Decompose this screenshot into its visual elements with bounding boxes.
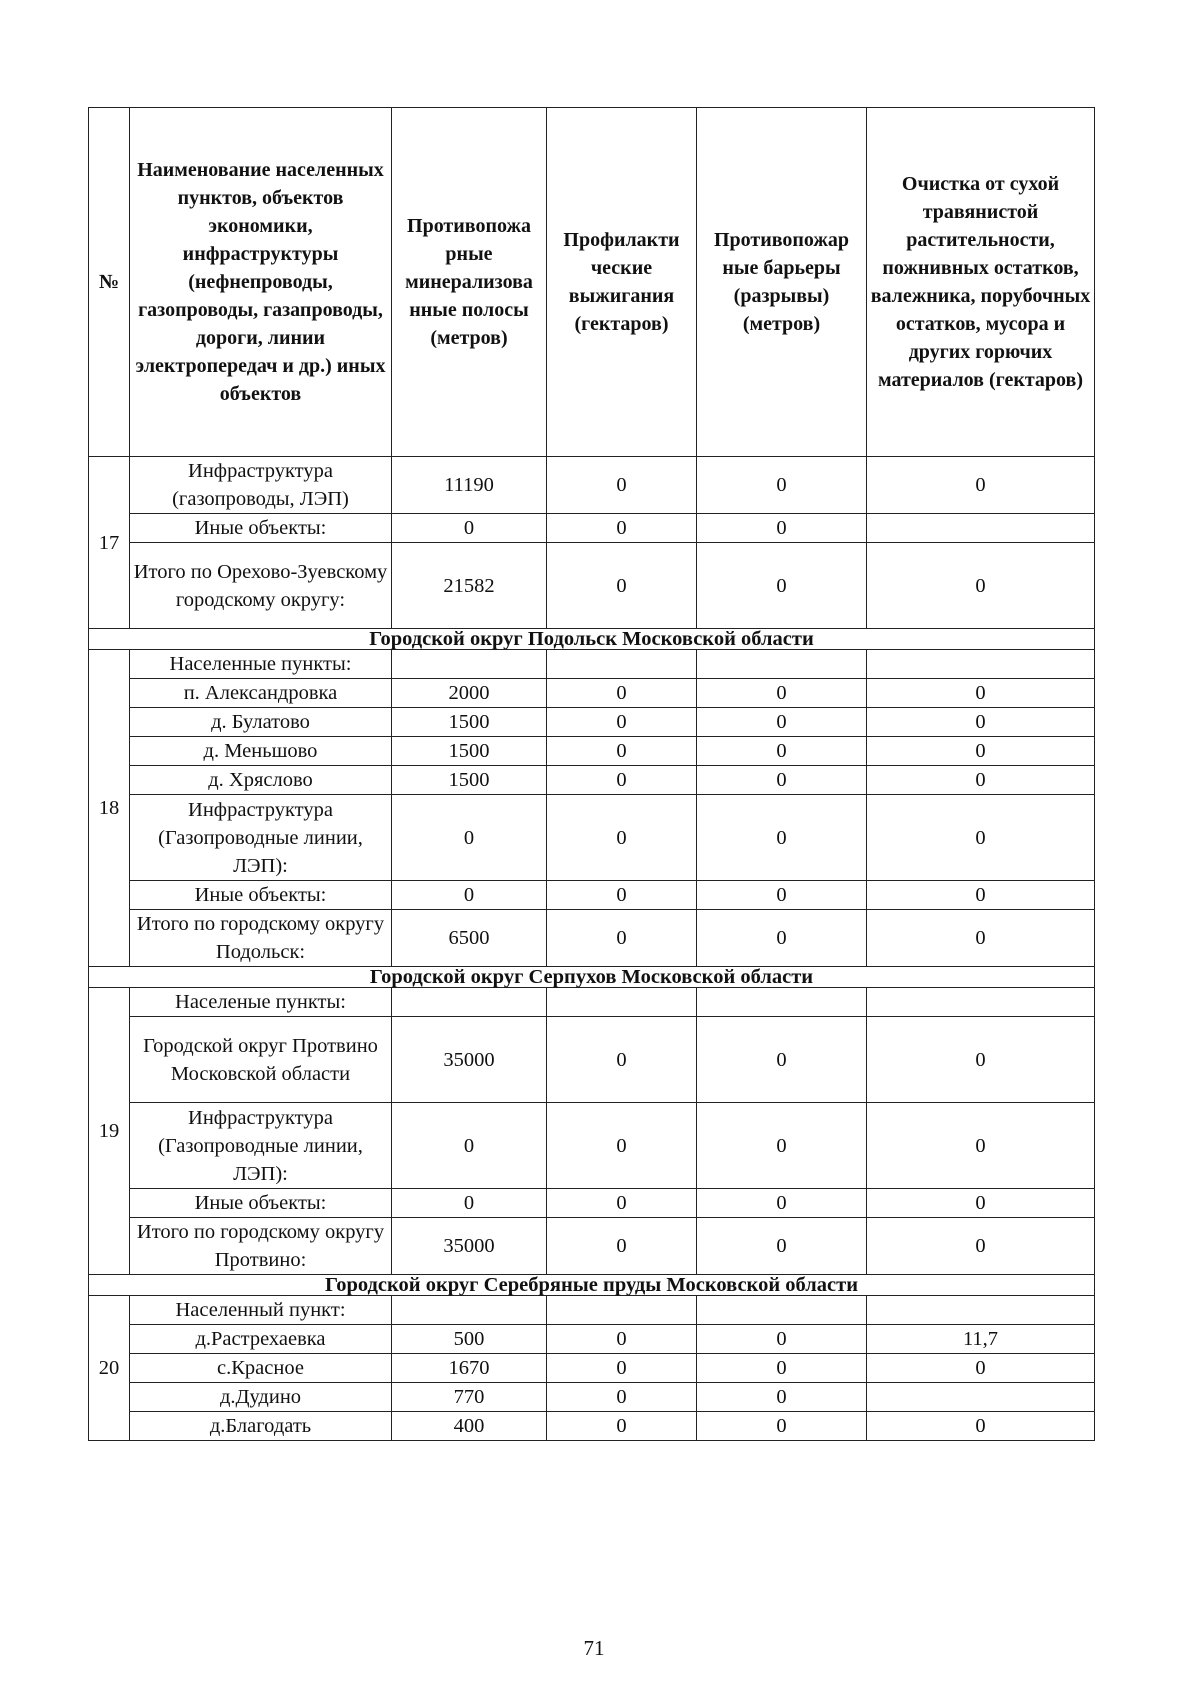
- barriers-value: 0: [697, 1189, 867, 1218]
- burning-value: 0: [547, 881, 697, 910]
- burning-value: 0: [547, 1354, 697, 1383]
- cleaning-value: 0: [867, 737, 1095, 766]
- header-fire-barriers: Противопожар ные барьеры (разрывы) (метров): [697, 108, 867, 457]
- barriers-value: 0: [697, 1103, 867, 1189]
- section-title-row: [89, 629, 1095, 650]
- page-number: 71: [583, 1636, 605, 1660]
- header-mineralized-strips: Противопожа рные минерализова нные полосы (метров): [392, 108, 547, 457]
- object-name: Населенные пункты:: [130, 650, 392, 679]
- cleaning-value: [867, 1383, 1095, 1412]
- object-name: Населеные пункты:: [130, 988, 392, 1017]
- object-name: д.Дудино: [130, 1383, 392, 1412]
- section-title-row: [89, 967, 1095, 988]
- barriers-value: 0: [697, 737, 867, 766]
- table-row: [89, 1189, 1095, 1218]
- barriers-value: 0: [697, 543, 867, 629]
- header-object-name: Наименование населенных пунктов, объектов экономики, инфраструктуры (нефнепроводы, газопроводы, газапроводы, дороги, линии электропередач и др.) иных объектов: [130, 108, 392, 457]
- table-row: [89, 1296, 1095, 1325]
- table-row: [89, 543, 1095, 629]
- strips-value: 0: [392, 881, 547, 910]
- object-name: д. Меньшово: [130, 737, 392, 766]
- row-number: 17: [89, 457, 130, 629]
- table-row: [89, 988, 1095, 1017]
- strips-value: 0: [392, 514, 547, 543]
- strips-value: 21582: [392, 543, 547, 629]
- burning-value: 0: [547, 679, 697, 708]
- header-row: [89, 108, 1095, 457]
- barriers-value: 0: [697, 514, 867, 543]
- object-name: д. Хряслово: [130, 766, 392, 795]
- table-row: [89, 514, 1095, 543]
- cleaning-value: 0: [867, 457, 1095, 514]
- cleaning-value: 0: [867, 1189, 1095, 1218]
- burning-value: 0: [547, 1412, 697, 1441]
- cleaning-value: 0: [867, 881, 1095, 910]
- object-name: с.Красное: [130, 1354, 392, 1383]
- table-row: [89, 1412, 1095, 1441]
- cleaning-value: 0: [867, 1354, 1095, 1383]
- table-row: [89, 881, 1095, 910]
- object-name: д.Растрехаевка: [130, 1325, 392, 1354]
- barriers-value: 0: [697, 1383, 867, 1412]
- object-name: Итого по городскому округу Протвино:: [130, 1218, 392, 1275]
- object-name: Иные объекты:: [130, 881, 392, 910]
- burning-value: 0: [547, 1325, 697, 1354]
- burning-value: 0: [547, 1017, 697, 1103]
- cleaning-value: 0: [867, 766, 1095, 795]
- barriers-value: [697, 988, 867, 1017]
- table-body: [89, 457, 1095, 1441]
- barriers-value: 0: [697, 679, 867, 708]
- section-title: Городской округ Подольск Московской области: [89, 629, 1095, 650]
- object-name: Населенный пункт:: [130, 1296, 392, 1325]
- strips-value: 1500: [392, 737, 547, 766]
- object-name: п. Александровка: [130, 679, 392, 708]
- object-name: Итого по Орехово-Зуевскому городскому округу:: [130, 543, 392, 629]
- strips-value: 0: [392, 795, 547, 881]
- object-name: д. Булатово: [130, 708, 392, 737]
- strips-value: 2000: [392, 679, 547, 708]
- burning-value: 0: [547, 457, 697, 514]
- cleaning-value: 0: [867, 1017, 1095, 1103]
- table-row: [89, 1325, 1095, 1354]
- cleaning-value: 0: [867, 679, 1095, 708]
- fire-prevention-table: [88, 107, 1095, 1441]
- cleaning-value: [867, 988, 1095, 1017]
- section-title-row: [89, 1275, 1095, 1296]
- burning-value: 0: [547, 766, 697, 795]
- table-row: [89, 457, 1095, 514]
- header-vegetation-cleaning: Очистка от сухой травянистой растительности, пожнивных остатков, валежника, порубочных остатков, мусора и других горючих материалов (гектаров): [867, 108, 1095, 457]
- cleaning-value: 0: [867, 1412, 1095, 1441]
- object-name: Инфраструктура (газопроводы, ЛЭП): [130, 457, 392, 514]
- barriers-value: 0: [697, 1354, 867, 1383]
- strips-value: 500: [392, 1325, 547, 1354]
- barriers-value: 0: [697, 766, 867, 795]
- table-row: [89, 795, 1095, 881]
- header-number: №: [89, 108, 130, 457]
- table-row: [89, 708, 1095, 737]
- strips-value: 770: [392, 1383, 547, 1412]
- cleaning-value: 11,7: [867, 1325, 1095, 1354]
- table-row: [89, 1354, 1095, 1383]
- barriers-value: [697, 1296, 867, 1325]
- barriers-value: 0: [697, 881, 867, 910]
- cleaning-value: 0: [867, 708, 1095, 737]
- barriers-value: 0: [697, 1325, 867, 1354]
- table-row: [89, 737, 1095, 766]
- burning-value: 0: [547, 514, 697, 543]
- object-name: д.Благодать: [130, 1412, 392, 1441]
- table-row: [89, 1383, 1095, 1412]
- burning-value: 0: [547, 1218, 697, 1275]
- burning-value: 0: [547, 1103, 697, 1189]
- table-row: [89, 650, 1095, 679]
- cleaning-value: [867, 1296, 1095, 1325]
- cleaning-value: 0: [867, 1218, 1095, 1275]
- cleaning-value: [867, 650, 1095, 679]
- barriers-value: 0: [697, 1218, 867, 1275]
- strips-value: 35000: [392, 1017, 547, 1103]
- burning-value: [547, 988, 697, 1017]
- cleaning-value: 0: [867, 795, 1095, 881]
- burning-value: [547, 650, 697, 679]
- object-name: Инфраструктура (Газопроводные линии, ЛЭП):: [130, 795, 392, 881]
- cleaning-value: 0: [867, 543, 1095, 629]
- burning-value: 0: [547, 910, 697, 967]
- barriers-value: 0: [697, 910, 867, 967]
- strips-value: 0: [392, 1103, 547, 1189]
- burning-value: 0: [547, 1189, 697, 1218]
- barriers-value: 0: [697, 1017, 867, 1103]
- table-row: [89, 1218, 1095, 1275]
- barriers-value: [697, 650, 867, 679]
- object-name: Итого по городскому округу Подольск:: [130, 910, 392, 967]
- burning-value: 0: [547, 795, 697, 881]
- burning-value: [547, 1296, 697, 1325]
- row-number: 19: [89, 988, 130, 1275]
- cleaning-value: 0: [867, 1103, 1095, 1189]
- burning-value: 0: [547, 543, 697, 629]
- strips-value: [392, 1296, 547, 1325]
- strips-value: 0: [392, 1189, 547, 1218]
- burning-value: 0: [547, 1383, 697, 1412]
- row-number: 20: [89, 1296, 130, 1441]
- object-name: Инфраструктура (Газопроводные линии, ЛЭП):: [130, 1103, 392, 1189]
- object-name: Иные объекты:: [130, 514, 392, 543]
- barriers-value: 0: [697, 1412, 867, 1441]
- section-title: Городской округ Серебряные пруды Московской области: [89, 1275, 1095, 1296]
- table-row: [89, 910, 1095, 967]
- table-row: [89, 1103, 1095, 1189]
- barriers-value: 0: [697, 457, 867, 514]
- header-preventive-burning: Профилакти ческие выжигания (гектаров): [547, 108, 697, 457]
- strips-value: [392, 650, 547, 679]
- strips-value: [392, 988, 547, 1017]
- table-row: [89, 1017, 1095, 1103]
- strips-value: 400: [392, 1412, 547, 1441]
- strips-value: 11190: [392, 457, 547, 514]
- strips-value: 1670: [392, 1354, 547, 1383]
- cleaning-value: [867, 514, 1095, 543]
- burning-value: 0: [547, 737, 697, 766]
- barriers-value: 0: [697, 708, 867, 737]
- strips-value: 6500: [392, 910, 547, 967]
- strips-value: 35000: [392, 1218, 547, 1275]
- section-title: Городской округ Серпухов Московской области: [89, 967, 1095, 988]
- burning-value: 0: [547, 708, 697, 737]
- strips-value: 1500: [392, 708, 547, 737]
- table-row: [89, 679, 1095, 708]
- object-name: Иные объекты:: [130, 1189, 392, 1218]
- strips-value: 1500: [392, 766, 547, 795]
- object-name: Городской округ Протвино Московской области: [130, 1017, 392, 1103]
- barriers-value: 0: [697, 795, 867, 881]
- cleaning-value: 0: [867, 910, 1095, 967]
- table-row: [89, 766, 1095, 795]
- row-number: 18: [89, 650, 130, 967]
